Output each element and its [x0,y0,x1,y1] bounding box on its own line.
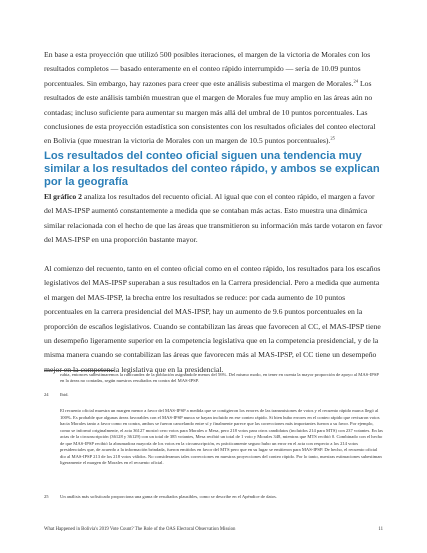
paragraph-text: Los resultados de este análisis también muestran que el margen de Morales fue muy amplio en las áreas aún no contadas; incluso suficiente para aumentar su margen más allá del umbral de 10 puntos porcentuales. Las conclusiones de esta proyección estadística son consistentes con los resultados oficiales del conteo electoral en Bolivia (que muestran la victoria de Morales con un margen de 10.5 puntos porcentuales). [44,78,376,146]
footnote-number: 24 [44,392,49,397]
footnote-number: 25 [44,494,49,499]
paragraph-text: analiza los resultados del recuento oficial. Al igual que con el conteo rápido, el margen a favor del MAS-IPSP aumentó constantemente a medida que se contaban más actas. Esto muestra una dinámica similar relacionada con el hecho de que las áreas que transmitieron su información más tarde votaron en favor del MAS-IPSP en una proporción bastante mayor. [44,192,383,245]
paragraph-legislative: Al comienzo del recuento, tanto en el conteo oficial como en el conteo rápido, los resultados para los escaños legislativos del MAS-IPSP superaban a sus resultados en la Carrera presidencial. Pero a medida que aumenta el margen del MAS-IPSP, la brecha entre los resultados se reduce: por cada aumento de 10 puntos porcentuales en la carrera presidencial del MAS-IPSP, hay un aumento de 9.6 puntos porcentuales en la proporción de escaños legislativos. Cuando se contabilizan las áreas que favorecen al CC, el MAS-IPSP tiene un desempeño ligeramente superior en la competencia legislativa que en la competencia presidencial, y de la misma manera cuando se contabilizan las áreas que favorecen más al MAS-IPSP, el CC tiene un desempeño mejor en la competencia legislativa que en la presidencial. [44,264,381,374]
footnote-continuation: rubia, entonces subestimaremos la rubicundez de la población asignándole menos del 56%. Del mismo modo, en tener en cuenta la mayor proporción de apoyo al MAS-IPSP en la áreas no contadas, según nuestros resultados en contra del MAS-IPSP. [60,372,379,384]
footnote-24 [44,392,383,398]
footnote-24-body: El recuento oficial muestra un margen menor a favor del MAS-IPSP a medida que se contigieron los errores de las transmisiones de votos y el recuento rápido marca llegó al 100%. Es probable que algunas áreas favorables con el MAS-IPSP nunca se hayan incluido en ese conteo rápido. Si bien hubo errores en el conteo rápido que revisaron votos hacia Morales tanto a favor como en contra, ambos se fueron cancelando entre sí y finalmente parece que las correcciones más importantes fueron a su favor. Por ejemplo, como se informó originalmente, el acta 36127 mostró cero votos para Morales o Mesa, pero 218 votos para otros candidatos (incluidos 214 para MTS) con 237 votantes. En las actas de la circunscripción (36128 y 36129) con un total de 385 votantes, Mesa recibió un total de 1 voto y Morales 348, mientras que MTS recibió 0. Combinado con el hecho de que MAS-IPSP recibió la abrumadora mayoría de los votos en la circunscripción, es prácticamente seguro hubo un error en el acta con respecto a los 214 votos presidenciales que, de acuerdo a la información brindada, fueron emitidos en favor del MTS pero que en su lugar se emitieron para MAS-IPSP. De hecho, el recuento oficial dio al MAS-IPSP 213 de los 218 votos válidos. No consideramos tales correcciones en nuestras proyecciones del conteo rápido. Por lo tanto, nuestras estimaciones subestiman ligeramente el margen de Morales en el recuento oficial. [60,408,383,465]
footer-title: What Happened in Bolivia's 2019 Vote Count? The Role of the OAS Electoral Observation Mission [44,527,236,532]
figure-reference: El gráfico 2 [44,192,83,201]
footnote-text: Ibid. [60,392,69,397]
paragraph-official-count [44,190,383,248]
paragraph-text: En base a esta proyección que utilizó 500 posibles iteraciones, el margen de la victoria de Morales con los resultados completos — basado enteramente en el conteo rápido interrumpido — sería de 10.09 puntos porcentuales. Sin embargo, hay razones para creer que este análisis subestima el margen de Morales. [44,50,371,88]
footnote-25 [44,494,383,500]
footnote-ref-25[interactable]: 25 [330,135,335,141]
footnote-ref-24[interactable]: 24 [353,78,359,84]
footnote-text: Un análisis más sofisticado proporciona una gama de resultados plausibles, como se describe en el Apéndice de datos. [60,494,277,499]
footnote-divider [44,370,114,371]
paragraph-projection [44,48,383,149]
page-number: 11 [378,527,383,532]
page-footer [44,527,383,535]
section-heading: Los resultados del conteo oficial siguen una tendencia muy similar a los resultados del conteo rápido, y ambos se explican por la geografía [44,150,380,188]
